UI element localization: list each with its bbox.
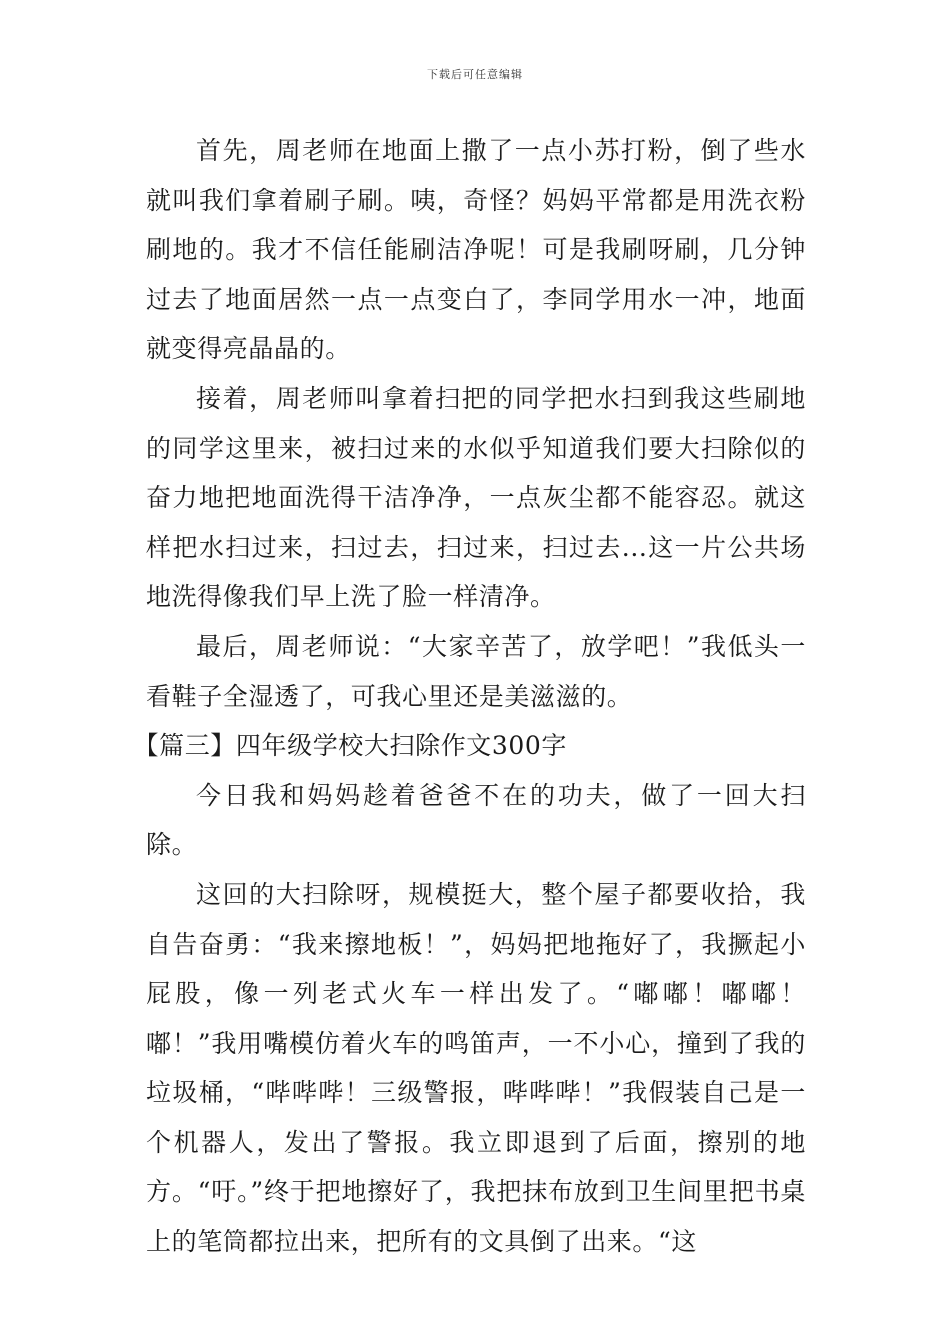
paragraph-next-step: 接着，周老师叫拿着扫把的同学把水扫到我这些刷地的同学这里来，被扫过来的水似乎知道我们要大扫除似的奋力地把地面洗得干洁净净，一点灰尘都不能容忍。就这样把水扫过来，扫过去，扫过来，扫过去...这一片公共场地洗得像我们早上洗了脸一样清净。 [146,383,806,612]
section-heading: 【篇三】四年级学校大扫除作文300字 [133,731,568,761]
paragraph-first-step: 首先，周老师在地面上撒了一点小苏打粉，倒了些水就叫我们拿着刷子刷。咦，奇怪？妈妈平常都是用洗衣粉刷地的。我才不信任能刷洁净呢！可是我刷呀刷，几分钟过去了地面居然一点一点变白了，李同学用水一冲，地面就变得亮晶晶的。 [146,136,806,364]
document-body [133,126,806,1267]
header-note: 下载后可任意编辑 [427,68,523,81]
paragraph-intro: 今日我和妈妈趁着爸爸不在的功夫，做了一回大扫除。 [146,780,806,860]
paragraph-final-step: 最后，周老师说：“大家辛苦了，放学吧！”我低头一看鞋子全湿透了，可我心里还是美滋滋的。 [146,631,806,711]
paragraph-story: 这回的大扫除呀，规模挺大，整个屋子都要收拾，我自告奋勇：“我来擦地板！”，妈妈把地拖好了，我撅起小屁股，像一列老式火车一样出发了。“嘟嘟！嘟嘟！嘟！”我用嘴模仿着火车的鸣笛声，一不小心，撞到了我的垃圾桶，“哔哔哔！三级警报，哔哔哔！”我假装自己是一个机器人，发出了警报。我立即退到了后面，擦别的地方。“吁。”终于把地擦好了，我把抹布放到卫生间里把书桌上的笔筒都拉出来，把所有的文具倒了出来。“这 [146,879,806,1257]
